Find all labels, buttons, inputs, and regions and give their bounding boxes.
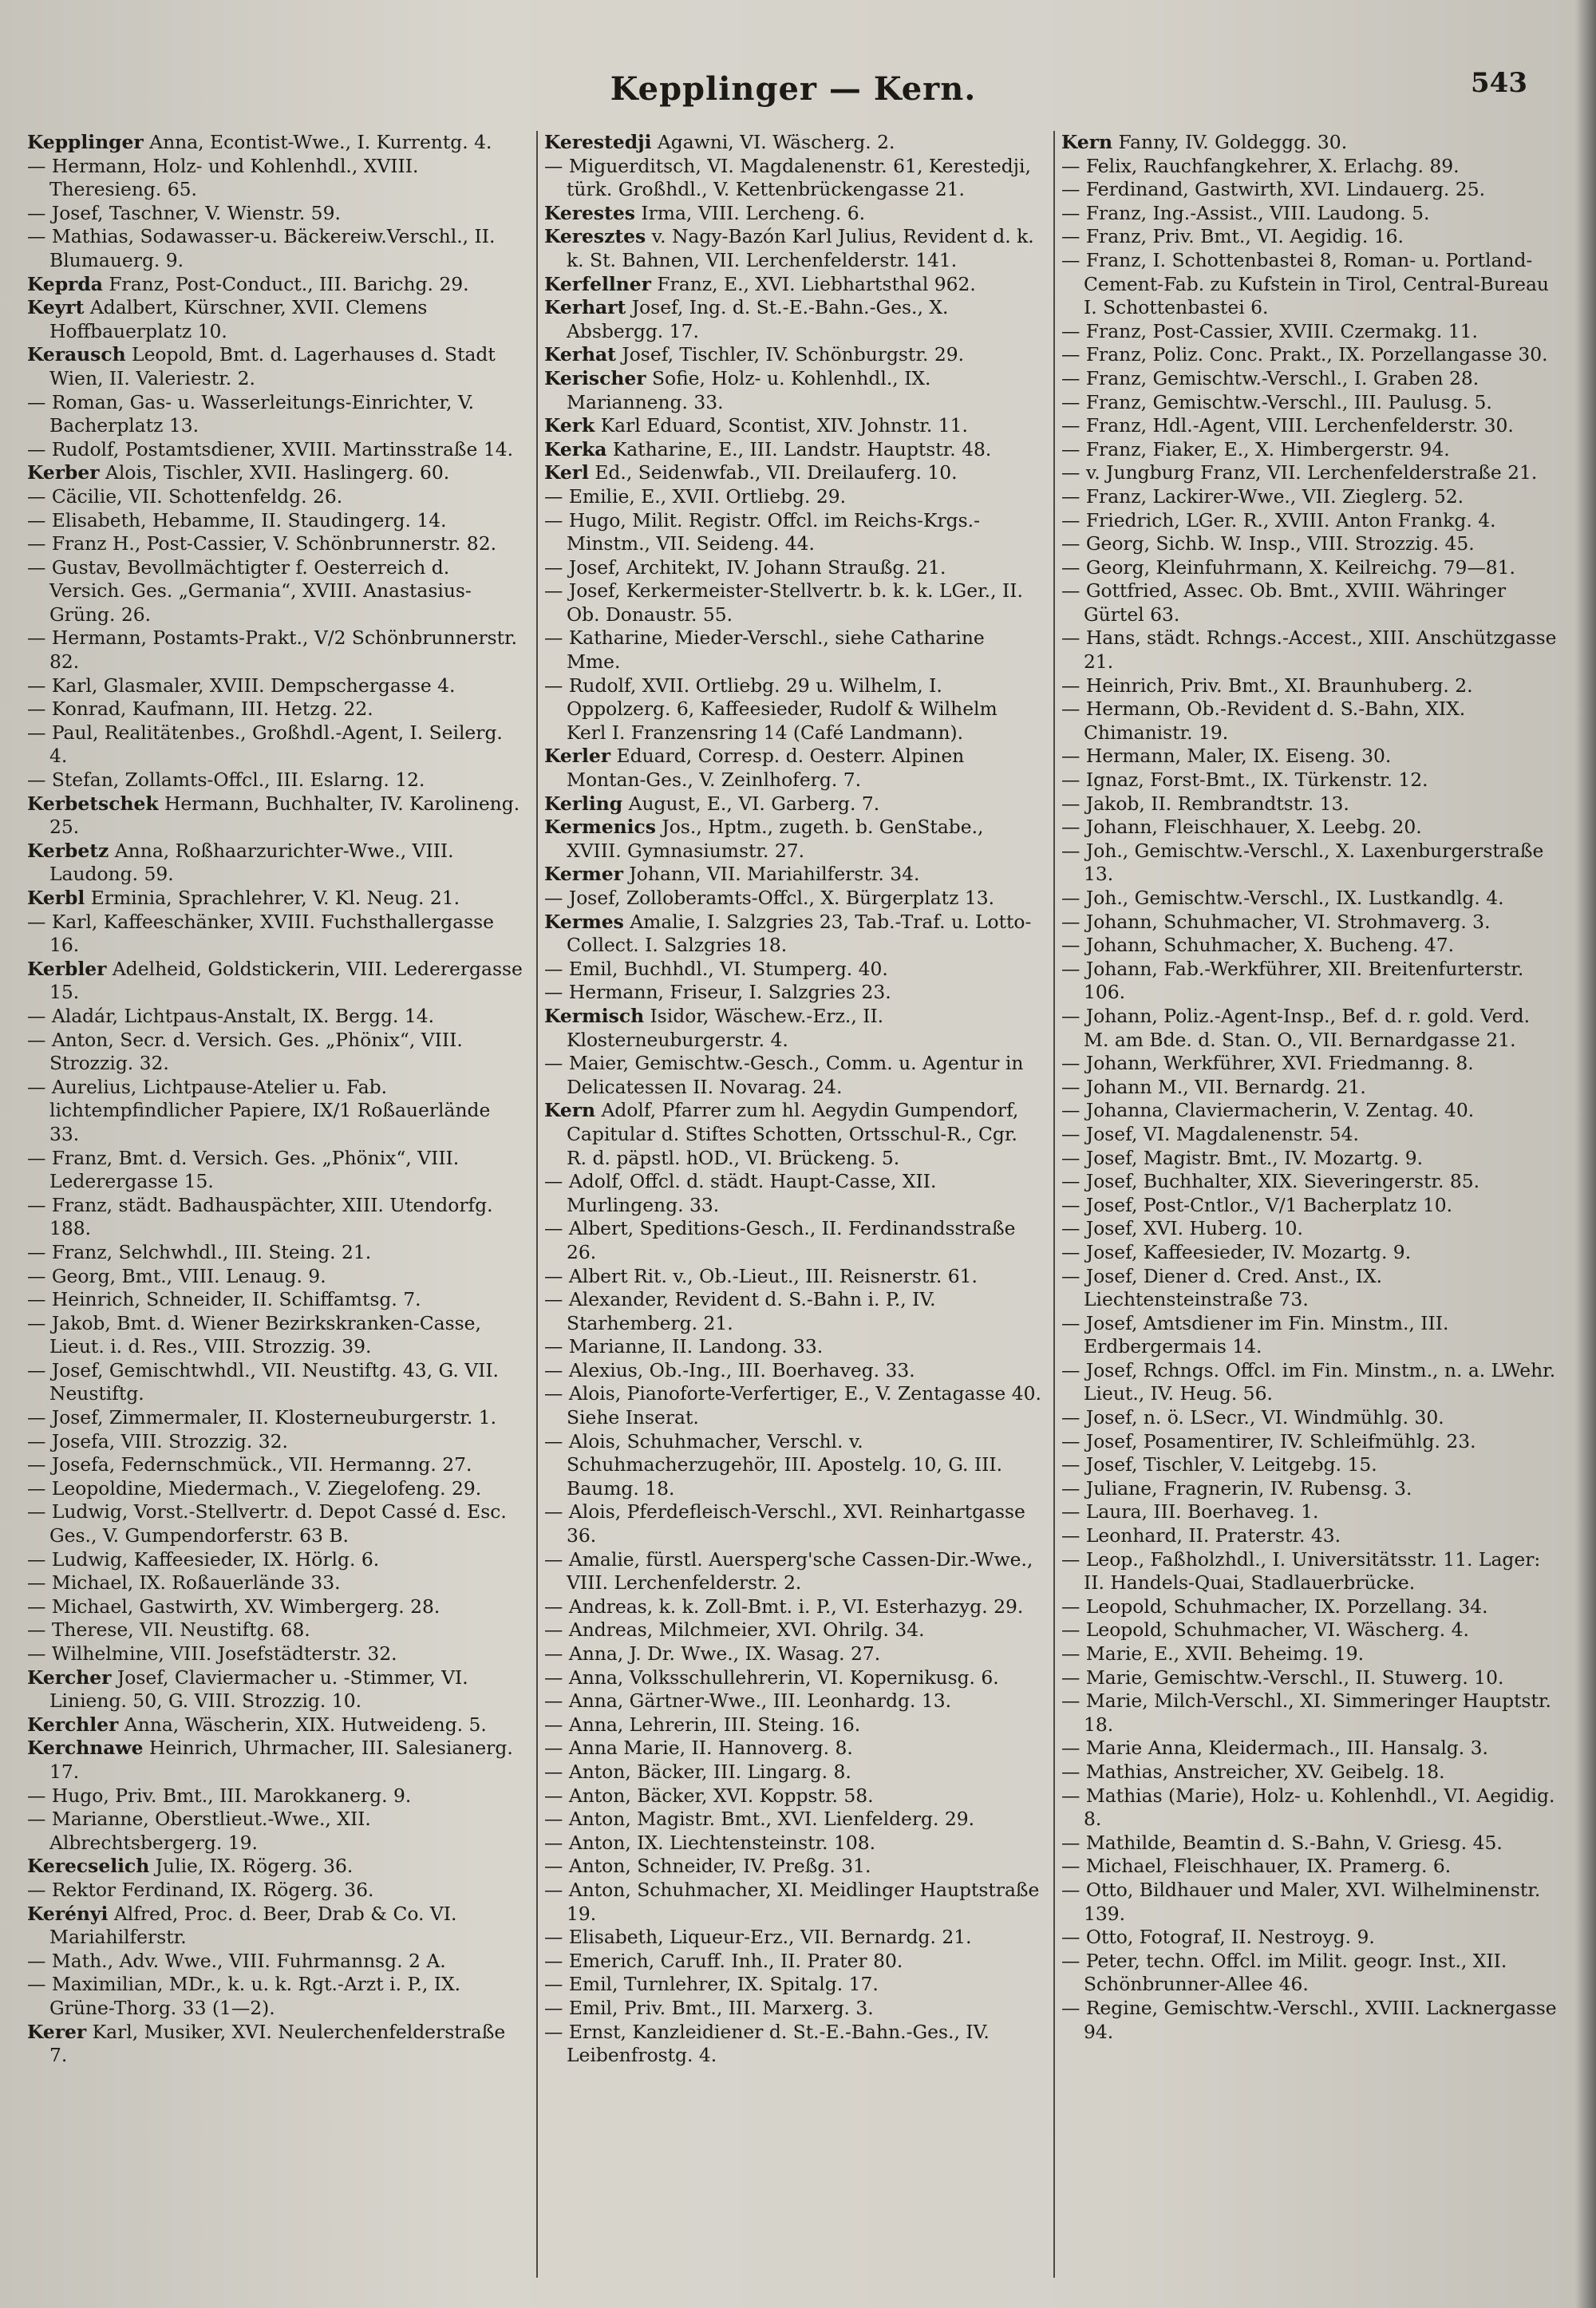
directory-entry: — Georg, Kleinfuhrmann, X. Keilreichg. 79—81. (1061, 555, 1515, 579)
directory-entry: — Hermann, Maler, IX. Eiseng. 30. (1061, 745, 1392, 768)
directory-entry: — Elisabeth, Hebamme, II. Staudingerg. 14. (27, 508, 447, 532)
directory-entry: — Marie, E., XVII. Beheimg. 19. (1061, 1642, 1365, 1665)
directory-entry: — Rektor Ferdinand, IX. Rögerg. 36. (27, 1878, 374, 1901)
directory-entry: — Andreas, Milchmeier, XVI. Ohrilg. 34. (544, 1618, 925, 1642)
directory-entry: — Therese, VII. Neustiftg. 68. (27, 1618, 310, 1642)
directory-entry: — Anton, IX. Liechtensteinstr. 108. (544, 1831, 876, 1854)
directory-entry: — Albert Rit. v., Ob.-Lieut., III. Reisnerstr. 61. (544, 1264, 978, 1287)
directory-entry: — Josef, Zolloberamts-Offcl., X. Bürgerplatz 13. (544, 887, 995, 909)
directory-entry: — Anton, Bäcker, XVI. Koppstr. 58. (544, 1784, 874, 1807)
directory-entry: — Rudolf, XVII. Ortliebg. 29 u. Wilhelm, I. Oppolzerg. 6, Kaffeesieder, Rudolf & Wilhelm Kerl I. Franzensring 14 (Café Landmann). (544, 674, 998, 744)
directory-entry: — Johann, Schuhmacher, X. Bucheng. 47. (1061, 934, 1455, 957)
directory-entry: — Hans, städt. Rchngs.-Accest., XIII. Anschützgasse 21. (1061, 626, 1557, 674)
directory-entry: — Johann, Fleischhauer, X. Leebg. 20. (1061, 816, 1422, 839)
directory-entry: — Georg, Sichb. W. Insp., VIII. Strozzig. 45. (1061, 532, 1475, 555)
running-title: Kepplinger — Kern. (610, 70, 977, 108)
directory-entry: — Marianne, Oberstlieut.-Wwe., XII. Albrechtsbergerg. 19. (27, 1808, 371, 1854)
column-3 (1053, 131, 1559, 2278)
directory-entry: — Leopoldine, Miedermach., V. Ziegelofeng. 29. (27, 1476, 482, 1500)
directory-entry: — Franz, I. Schottenbastei 8, Roman- u. Portland-Cement-Fab. zu Kufstein in Tirol, Central-Bureau I. Schottenbastei 6. (1061, 248, 1549, 319)
directory-entry: — Rudolf, Postamtsdiener, XVIII. Martinsstraße 14. (27, 437, 514, 460)
directory-entry: — Leop., Faßholzhdl., I. Universitätsstr. 11. Lager: II. Handels-Quai, Stadlauerbrücke. (1061, 1547, 1541, 1595)
directory-entry: — Josef, Gemischtwhdl., VII. Neustiftg. 43, G. VII. Neustiftg. (27, 1358, 499, 1405)
directory-entry: — Franz, städt. Badhauspächter, XIII. Utendorfg. 188. (27, 1193, 493, 1240)
directory-entry: Kerhart Josef, Ing. d. St.-E.-Bahn.-Ges., X. Absbergg. 17. (544, 296, 949, 342)
directory-entry: — Alois, Pferdefleisch-Verschl., XVI. Reinhartgasse 36. (544, 1500, 1025, 1547)
directory-entry: — Josef, XVI. Huberg. 10. (1061, 1217, 1303, 1240)
directory-entry: — Maier, Gemischtw.-Gesch., Comm. u. Agentur in Delicatessen II. Novarag. 24. (544, 1052, 1024, 1098)
directory-entry: — Mathias, Anstreicher, XV. Geibelg. 18. (1061, 1760, 1445, 1783)
directory-entry: — Emerich, Caruff. Inh., II. Prater 80. (544, 1949, 903, 1972)
directory-entry: Kerestes Irma, VIII. Lercheng. 6. (544, 201, 866, 224)
directory-entry: — Stefan, Zollamts-Offcl., III. Eslarng. 12. (27, 769, 425, 792)
directory-entry: — Math., Adv. Wwe., VIII. Fuhrmannsg. 2 A. (27, 1949, 446, 1972)
directory-entry: — Josef, Magistr. Bmt., IV. Mozartg. 9. (1061, 1146, 1424, 1169)
directory-entry: — Georg, Bmt., VIII. Lenaug. 9. (27, 1264, 326, 1287)
directory-entry: Kerausch Leopold, Bmt. d. Lagerhauses d. Stadt Wien, II. Valeriestr. 2. (27, 343, 496, 389)
directory-entry: — Otto, Bildhauer und Maler, XVI. Wilhelminenstr. 139. (1061, 1878, 1541, 1925)
directory-entry: — Leopold, Schuhmacher, VI. Wäscherg. 4. (1061, 1618, 1469, 1642)
directory-entry: — Franz, Bmt. d. Versich. Ges. „Phönix“, VIII. Lederergasse 15. (27, 1146, 460, 1193)
directory-entry: — Mathias (Marie), Holz- u. Kohlenhdl., VI. Aegidig. 8. (1061, 1784, 1555, 1831)
directory-entry: — Amalie, fürstl. Auersperg'sche Cassen-Dir.-Wwe., VIII. Lerchenfelderstr. 2. (544, 1547, 1033, 1595)
directory-entry: — Gottfried, Assec. Ob. Bmt., XVIII. Währinger Gürtel 63. (1061, 579, 1507, 626)
directory-entry: Kermenics Jos., Hptm., zugeth. b. GenStabe., XVIII. Gymnasiumstr. 27. (544, 816, 984, 862)
directory-entry: — Johann, Fab.-Werkführer, XII. Breitenfurterstr. 106. (1061, 957, 1524, 1004)
directory-entry: Kerhat Josef, Tischler, IV. Schönburgstr. 29. (544, 343, 965, 366)
directory-entry: Kerbetz Anna, Roßhaarzurichter-Wwe., VIII. Laudong. 59. (27, 839, 454, 886)
directory-entry: — Franz, Priv. Bmt., VI. Aegidig. 16. (1061, 225, 1404, 248)
directory-entry: Kerber Alois, Tischler, XVII. Haslingerg. 60. (27, 461, 450, 484)
directory-entry: — Anton, Secr. d. Versich. Ges. „Phönix“, VIII. Strozzig. 32. (27, 1028, 463, 1075)
directory-entry: — Josef, Amtsdiener im Fin. Minstm., III. Erdbergermais 14. (1061, 1311, 1449, 1358)
directory-entry: — Joh., Gemischtw.-Verschl., IX. Lustkandlg. 4. (1061, 887, 1504, 909)
directory-entry: Kercher Josef, Claviermacher u. -Stimmer, VI. Linieng. 50, G. VIII. Strozzig. 10. (27, 1666, 468, 1713)
directory-entry: — Hermann, Ob.-Revident d. S.-Bahn, XIX. Chimanistr. 19. (1061, 698, 1466, 744)
directory-entry: — Michael, IX. Roßauerlände 33. (27, 1571, 341, 1595)
directory-entry: — Alois, Schuhmacher, Verschl. v. Schuhmacherzugehör, III. Apostelg. 10, G. III. Baumg. 18. (544, 1429, 1003, 1500)
directory-entry: — Karl, Kaffeeschänker, XVIII. Fuchsthallergasse 16. (27, 910, 494, 957)
directory-entry: — Cäcilie, VII. Schottenfeldg. 26. (27, 484, 343, 508)
directory-entry: — Marianne, II. Landong. 33. (544, 1335, 824, 1358)
directory-entry: — Johann M., VII. Bernardg. 21. (1061, 1075, 1366, 1098)
directory-entry: — Emil, Buchhdl., VI. Stumperg. 40. (544, 957, 888, 980)
directory-entry: — Anna, Volksschullehrerin, VI. Kopernikusg. 6. (544, 1666, 999, 1689)
directory-entry: Keprda Franz, Post-Conduct., III. Barichg. 29. (27, 272, 469, 295)
directory-entry: Kerischer Sofie, Holz- u. Kohlenhdl., IX. Marianneng. 33. (544, 366, 931, 413)
directory-entry: — Adolf, Offcl. d. städt. Haupt-Casse, XII. Murlingeng. 33. (544, 1170, 937, 1216)
directory-entry: — Hugo, Priv. Bmt., III. Marokkanerg. 9. (27, 1784, 412, 1807)
directory-entry: Keyrt Adalbert, Kürschner, XVII. Clemens Hoffbauerplatz 10. (27, 296, 428, 342)
directory-entry: Kerer Karl, Musiker, XVI. Neulerchenfelderstraße 7. (27, 2020, 506, 2067)
directory-entry: — Josef, Taschner, V. Wienstr. 59. (27, 201, 341, 224)
directory-entry: — Josef, n. ö. LSecr., VI. Windmühlg. 30. (1061, 1406, 1444, 1429)
directory-entry: Kerl Ed., Seidenwfab., VII. Dreilauferg. 10. (544, 461, 958, 484)
directory-entry: — Ludwig, Vorst.-Stellvertr. d. Depot Cassé d. Esc. Ges., V. Gumpendorferstr. 63 B. (27, 1500, 507, 1547)
directory-entry: — Michael, Gastwirth, XV. Wimbergerg. 28. (27, 1595, 440, 1618)
directory-entry: Kerler Eduard, Corresp. d. Oesterr. Alpinen Montan-Ges., V. Zeinlhoferg. 7. (544, 745, 965, 792)
columns (27, 131, 1559, 2278)
directory-entry: — Paul, Realitätenbes., Großhdl.-Agent, I. Seilerg. 4. (27, 721, 503, 768)
directory-entry: Kerling August, E., VI. Garberg. 7. (544, 792, 880, 815)
directory-entry: — Leonhard, II. Praterstr. 43. (1061, 1524, 1341, 1547)
directory-entry: Kern Fanny, IV. Goldeggg. 30. (1061, 131, 1348, 153)
directory-entry: — Elisabeth, Liqueur-Erz., VII. Bernardg. 21. (544, 1926, 972, 1949)
directory-entry: — Aladár, Lichtpaus-Anstalt, IX. Bergg. 14. (27, 1004, 435, 1027)
directory-entry: — Ferdinand, Gastwirth, XVI. Lindauerg. 25. (1061, 178, 1486, 201)
directory-entry: — Josef, Rchngs. Offcl. im Fin. Minstm., n. a. LWehr. Lieut., IV. Heug. 56. (1061, 1358, 1556, 1405)
directory-entry: — Alexius, Ob.-Ing., III. Boerhaveg. 33. (544, 1358, 915, 1381)
directory-entry: — Josef, Buchhalter, XIX. Sieveringerstr. 85. (1061, 1170, 1480, 1193)
directory-entry: — Heinrich, Schneider, II. Schiffamtsg. 7. (27, 1288, 421, 1311)
directory-entry: — Karl, Glasmaler, XVIII. Dempschergasse 4. (27, 674, 456, 697)
directory-entry: Kerecselich Julie, IX. Rögerg. 36. (27, 1855, 354, 1878)
directory-entry: — Johann, Werkführer, XVI. Friedmanng. 8. (1061, 1052, 1474, 1075)
directory-entry: Kerfellner Franz, E., XVI. Liebhartsthal 962. (544, 272, 976, 295)
directory-entry: — Albert, Speditions-Gesch., II. Ferdinandsstraße 26. (544, 1217, 1016, 1263)
directory-entry: — Joh., Gemischtw.-Verschl., X. Laxenburgerstraße 13. (1061, 839, 1544, 886)
directory-entry: — Marie Anna, Kleidermach., III. Hansalg. 3. (1061, 1737, 1488, 1760)
directory-entry: — Anton, Schneider, IV. Preßg. 31. (544, 1855, 871, 1878)
directory-entry: — Josefa, VIII. Strozzig. 32. (27, 1429, 288, 1452)
directory-entry: — Roman, Gas- u. Wasserleitungs-Einrichter, V. Bacherplatz 13. (27, 390, 475, 437)
column-1 (27, 131, 525, 2278)
directory-entry: — Juliane, Fragnerin, IV. Rubensg. 3. (1061, 1476, 1412, 1500)
directory-entry: Kermer Johann, VII. Mariahilferstr. 34. (544, 863, 920, 886)
directory-entry: — Josef, Kerkermeister-Stellvertr. b. k. k. LGer., II. Ob. Donaustr. 55. (544, 579, 1023, 626)
directory-entry: — Otto, Fotograf, II. Nestroyg. 9. (1061, 1926, 1375, 1949)
column-2 (536, 131, 1042, 2278)
directory-entry: — Josef, Kaffeesieder, IV. Mozartg. 9. (1061, 1240, 1412, 1263)
directory-entry: — Anna, Lehrerin, III. Steing. 16. (544, 1713, 861, 1736)
directory-entry: — Laura, III. Boerhaveg. 1. (1061, 1500, 1319, 1524)
directory-entry: — Josef, Zimmermaler, II. Klosterneuburgerstr. 1. (27, 1406, 497, 1429)
directory-entry: — Josef, Diener d. Cred. Anst., IX. Liechtensteinstraße 73. (1061, 1264, 1383, 1311)
directory-entry: — Hugo, Milit. Registr. Offcl. im Reichs-Krgs.-Minstm., VII. Seideng. 44. (544, 508, 980, 555)
directory-entry: Kerchler Anna, Wäscherin, XIX. Hutweideng. 5. (27, 1713, 487, 1736)
directory-entry: — Ignaz, Forst-Bmt., IX. Türkenstr. 12. (1061, 769, 1428, 792)
directory-entry: — Alexander, Revident d. S.-Bahn i. P., IV. Starhemberg. 21. (544, 1288, 936, 1334)
directory-entry: — Regine, Gemischtw.-Verschl., XVIII. Lacknergasse 94. (1061, 1996, 1557, 2043)
directory-entry: — Johann, Poliz.-Agent-Insp., Bef. d. r. gold. Verd. M. am Bde. d. Stan. O., VII. Bernardgasse 21. (1061, 1004, 1531, 1051)
directory-entry: — Franz, Selchwhdl., III. Steing. 21. (27, 1240, 372, 1263)
directory-entry: — Peter, techn. Offcl. im Milit. geogr. Inst., XII. Schönbrunner-Allee 46. (1061, 1949, 1507, 1996)
directory-entry: — Hermann, Friseur, I. Salzgries 23. (544, 981, 891, 1004)
directory-entry: Kermisch Isidor, Wäschew.-Erz., II. Klosterneuburgerstr. 4. (544, 1004, 884, 1051)
directory-entry: — Josef, Posamentirer, IV. Schleifmühlg. 23. (1061, 1429, 1476, 1452)
directory-entry: — Wilhelmine, VIII. Josefstädterstr. 32. (27, 1642, 397, 1665)
directory-entry: Kerestedji Agawni, VI. Wäscherg. 2. (544, 131, 895, 153)
directory-entry: — Maximilian, MDr., k. u. k. Rgt.-Arzt i. P., IX. Grüne-Thorg. 33 (1—2). (27, 1973, 461, 2019)
directory-entry: Kerk Karl Eduard, Scontist, XIV. Johnstr. 11. (544, 414, 968, 437)
directory-entry: — Heinrich, Priv. Bmt., XI. Braunhuberg. 2. (1061, 674, 1473, 697)
directory-entry: — Anna Marie, II. Hannoverg. 8. (544, 1737, 853, 1760)
directory-entry: Kermes Amalie, I. Salzgries 23, Tab.-Traf. u. Lotto-Collect. I. Salzgries 18. (544, 910, 1032, 957)
directory-entry: — Johann, Schuhmacher, VI. Strohmaverg. 3. (1061, 910, 1491, 933)
directory-entry: — Aurelius, Lichtpause-Atelier u. Fab. lichtempfindlicher Papiere, IX/1 Roßauerlände 33. (27, 1075, 491, 1145)
directory-entry: — Anton, Magistr. Bmt., XVI. Lienfelderg. 29. (544, 1808, 975, 1831)
directory-entry: — Ernst, Kanzleidiener d. St.-E.-Bahn.-Ges., IV. Leibenfrostg. 4. (544, 2020, 990, 2067)
directory-entry: — Franz, Poliz. Conc. Prakt., IX. Porzellangasse 30. (1061, 343, 1548, 366)
directory-entry: — Miguerditsch, VI. Magdalenenstr. 61, Kerestedji, türk. Großhdl., V. Kettenbrückengasse 21. (544, 154, 1031, 201)
directory-entry: — Josef, Post-Cntlor., V/1 Bacherplatz 10. (1061, 1193, 1453, 1216)
directory-entry: Kerbetschek Hermann, Buchhalter, IV. Karolineng. 25. (27, 792, 520, 839)
directory-entry: — Felix, Rauchfangkehrer, X. Erlachg. 89. (1061, 154, 1460, 177)
directory-entry: — Franz, Hdl.-Agent, VIII. Lerchenfelderstr. 30. (1061, 414, 1514, 437)
page-header (27, 56, 1559, 128)
directory-entry: — Alois, Pianoforte-Verfertiger, E., V. Zentagasse 40. Siehe Inserat. (544, 1382, 1041, 1429)
directory-entry: — Anna, J. Dr. Wwe., IX. Wasag. 27. (544, 1642, 881, 1665)
directory-entry: — Friedrich, LGer. R., XVIII. Anton Frankg. 4. (1061, 508, 1496, 532)
directory-entry: Kern Adolf, Pfarrer zum hl. Aegydin Gumpendorf, Capitular d. Stiftes Schotten, Ortsschul-R., Cgr. R. d. päpstl. hOD., VI. Brückeng. 5. (544, 1099, 1019, 1169)
directory-entry: — Michael, Fleischhauer, IX. Pramerg. 6. (1061, 1855, 1452, 1878)
directory-entry: — Franz, Gemischtw.-Verschl., III. Paulusg. 5. (1061, 390, 1492, 413)
directory-entry: — Gustav, Bevollmächtigter f. Oesterreich d. Versich. Ges. „Germania“, XVIII. Anastasius-Grüng. 26. (27, 555, 472, 626)
directory-entry: — Ludwig, Kaffeesieder, IX. Hörlg. 6. (27, 1547, 380, 1571)
directory-entry: Kerbler Adelheid, Goldstickerin, VIII. Lederergasse 15. (27, 957, 523, 1004)
directory-entry: — Emilie, E., XVII. Ortliebg. 29. (544, 484, 847, 508)
directory-entry: — Franz H., Post-Cassier, V. Schönbrunnerstr. 82. (27, 532, 497, 555)
directory-entry: Kerchnawe Heinrich, Uhrmacher, III. Salesianerg. 17. (27, 1737, 513, 1783)
directory-entry: — Emil, Priv. Bmt., III. Marxerg. 3. (544, 1996, 874, 2019)
directory-entry: — Emil, Turnlehrer, IX. Spitalg. 17. (544, 1973, 879, 1996)
directory-entry: — Mathias, Sodawasser-u. Bäckereiw.Verschl., II. Blumauerg. 9. (27, 225, 496, 271)
directory-entry: — Jakob, II. Rembrandtstr. 13. (1061, 792, 1349, 815)
directory-entry: — Josef, VI. Magdalenenstr. 54. (1061, 1122, 1359, 1145)
directory-entry: — Josefa, Federnschmück., VII. Hermanng. 27. (27, 1453, 472, 1476)
directory-entry: — Jakob, Bmt. d. Wiener Bezirkskranken-Casse, Lieut. i. d. Res., VIII. Strozzig. 39. (27, 1311, 481, 1358)
directory-entry: — Anton, Bäcker, III. Lingarg. 8. (544, 1760, 851, 1783)
directory-entry: — Konrad, Kaufmann, III. Hetzg. 22. (27, 698, 373, 721)
directory-entry: — Katharine, Mieder-Verschl., siehe Catharine Mme. (544, 626, 985, 674)
directory-entry: — Franz, Ing.-Assist., VIII. Laudong. 5. (1061, 201, 1430, 224)
directory-entry: — Hermann, Postamts-Prakt., V/2 Schönbrunnerstr. 82. (27, 626, 518, 674)
directory-entry: — Marie, Milch-Verschl., XI. Simmeringer Hauptstr. 18. (1061, 1690, 1551, 1736)
directory-entry: — Josef, Architekt, IV. Johann Straußg. 21. (544, 555, 946, 579)
directory-entry: — Marie, Gemischtw.-Verschl., II. Stuwerg. 10. (1061, 1666, 1504, 1689)
directory-entry: — Franz, Post-Cassier, XVIII. Czermakg. 11. (1061, 319, 1478, 342)
directory-entry: — v. Jungburg Franz, VII. Lerchenfelderstraße 21. (1061, 461, 1538, 484)
directory-entry: Keresztes v. Nagy-Bazón Karl Julius, Revident d. k. k. St. Bahnen, VII. Lerchenfelderstr. 141. (544, 225, 1034, 271)
directory-entry: — Anna, Gärtner-Wwe., III. Leonhardg. 13. (544, 1690, 952, 1713)
directory-entry: Kerka Katharine, E., III. Landstr. Hauptstr. 48. (544, 437, 992, 460)
directory-entry: — Leopold, Schuhmacher, IX. Porzellang. 34. (1061, 1595, 1488, 1618)
directory-entry: — Andreas, k. k. Zoll-Bmt. i. P., VI. Esterhazyg. 29. (544, 1595, 1024, 1618)
directory-entry: Kepplinger Anna, Econtist-Wwe., I. Kurrentg. 4. (27, 131, 492, 153)
directory-entry: Kerényi Alfred, Proc. d. Beer, Drab & Co. VI. Mariahilferstr. (27, 1902, 457, 1949)
directory-entry: — Hermann, Holz- und Kohlenhdl., XVIII. Theresieng. 65. (27, 154, 419, 201)
directory-entry: — Franz, Fiaker, E., X. Himbergerstr. 94. (1061, 437, 1450, 460)
directory-entry: — Mathilde, Beamtin d. S.-Bahn, V. Griesg. 45. (1061, 1831, 1503, 1854)
directory-entry: — Franz, Gemischtw.-Verschl., I. Graben 28. (1061, 366, 1479, 389)
directory-entry: Kerbl Erminia, Sprachlehrer, V. Kl. Neug. 21. (27, 887, 460, 909)
directory-entry: — Josef, Tischler, V. Leitgebg. 15. (1061, 1453, 1377, 1476)
directory-entry: — Anton, Schuhmacher, XI. Meidlinger Hauptstraße 19. (544, 1878, 1040, 1925)
directory-entry: — Franz, Lackirer-Wwe., VII. Zieglerg. 52. (1061, 484, 1464, 508)
directory-entry: — Johanna, Claviermacherin, V. Zentag. 40. (1061, 1099, 1475, 1122)
page-number: 543 (1471, 67, 1527, 99)
